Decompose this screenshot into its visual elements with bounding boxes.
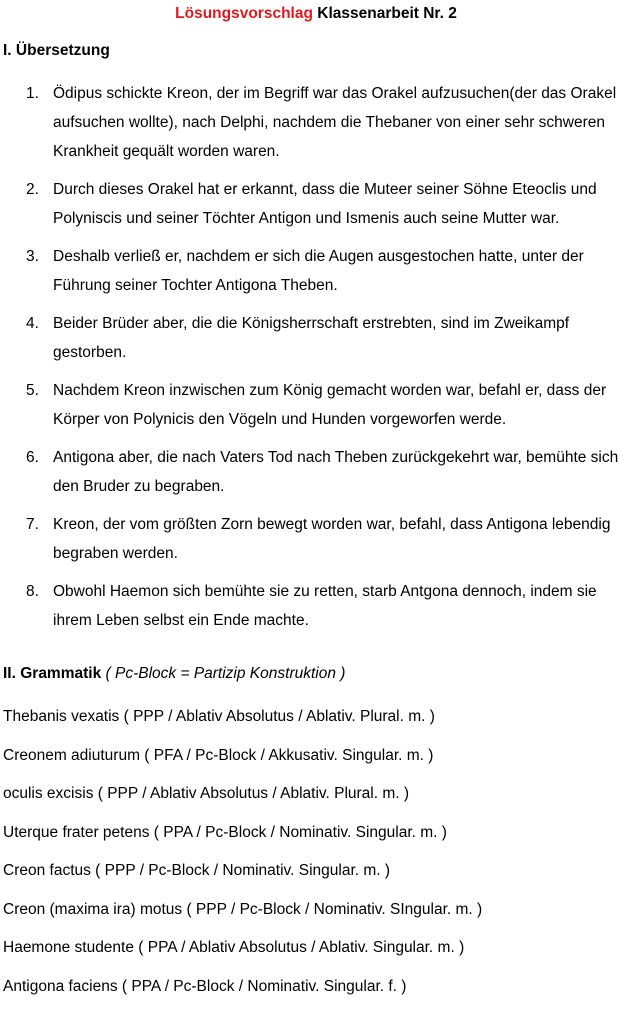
item-number: 6. xyxy=(26,443,39,472)
item-number: 7. xyxy=(26,510,39,539)
item-text: Kreon, der vom größten Zorn bewegt worden war, befahl, dass Antigona lebendig begraben werden. xyxy=(53,510,628,568)
item-text: Obwohl Haemon sich bemühte sie zu retten, starb Antgona dennoch, indem sie ihrem Leben selbst ein Ende machte. xyxy=(53,577,628,635)
grammar-item: Creon factus ( PPP / Pc-Block / Nominativ. Singular. m. ) xyxy=(3,861,482,900)
item-number: 1. xyxy=(26,79,39,108)
page-title-highlight: Lösungsvorschlag xyxy=(175,5,313,22)
section-heading-translation: I. Übersetzung xyxy=(3,41,110,61)
grammar-item: Thebanis vexatis ( PPP / Ablativ Absolutus / Ablativ. Plural. m. ) xyxy=(3,707,482,746)
item-text: Ödipus schickte Kreon, der im Begriff war das Orakel aufzusuchen(der das Orakel aufsuchen wollte), nach Delphi, nachdem die Thebaner von einer sehr schweren Krankheit gequält worden waren. xyxy=(53,79,628,166)
item-number: 8. xyxy=(26,577,39,606)
translation-list xyxy=(0,79,632,644)
item-text: Nachdem Kreon inzwischen zum König gemacht worden war, befahl er, dass der Körper von Polynicis den Vögeln und Hunden vorgeworfen werde. xyxy=(53,376,628,434)
item-number: 4. xyxy=(26,309,39,338)
translation-item-2 xyxy=(0,175,632,233)
section-heading-grammar xyxy=(3,664,345,684)
translation-item-6 xyxy=(0,443,632,501)
translation-item-7 xyxy=(0,510,632,568)
item-number: 5. xyxy=(26,376,39,405)
item-number: 3. xyxy=(26,242,39,271)
grammar-item: Creonem adiuturum ( PFA / Pc-Block / Akkusativ. Singular. m. ) xyxy=(3,746,482,785)
grammar-item: Haemone studente ( PPA / Ablativ Absolutus / Ablativ. Singular. m. ) xyxy=(3,938,482,977)
translation-item-1 xyxy=(0,79,632,166)
grammar-list xyxy=(3,707,482,1015)
item-text: Antigona aber, die nach Vaters Tod nach Theben zurückgekehrt war, bemühte sich den Bruder zu begraben. xyxy=(53,443,628,501)
item-text: Durch dieses Orakel hat er erkannt, dass die Muteer seiner Söhne Eteoclis und Polyniscis und seiner Töchter Antigon und Ismenis auch seine Mutter war. xyxy=(53,175,628,233)
item-number: 2. xyxy=(26,175,39,204)
page-title-main: Klassenarbeit Nr. 2 xyxy=(317,5,457,22)
page-title xyxy=(0,4,632,24)
item-text: Deshalb verließ er, nachdem er sich die Augen ausgestochen hatte, unter der Führung seiner Tochter Antigona Theben. xyxy=(53,242,628,300)
grammar-item: oculis excisis ( PPP / Ablativ Absolutus / Ablativ. Plural. m. ) xyxy=(3,784,482,823)
translation-item-8 xyxy=(0,577,632,635)
item-text: Beider Brüder aber, die die Königsherrschaft erstrebten, sind im Zweikampf gestorben. xyxy=(53,309,628,367)
grammar-item: Antigona faciens ( PPA / Pc-Block / Nominativ. Singular. f. ) xyxy=(3,977,482,1015)
translation-item-3 xyxy=(0,242,632,300)
grammar-heading-note: ( Pc-Block = Partizip Konstruktion ) xyxy=(106,665,346,682)
grammar-item: Creon (maxima ira) motus ( PPP / Pc-Block / Nominativ. SIngular. m. ) xyxy=(3,900,482,939)
grammar-item: Uterque frater petens ( PPA / Pc-Block / Nominativ. Singular. m. ) xyxy=(3,823,482,862)
translation-item-4 xyxy=(0,309,632,367)
translation-item-5 xyxy=(0,376,632,434)
grammar-heading-label: II. Grammatik xyxy=(3,665,101,682)
